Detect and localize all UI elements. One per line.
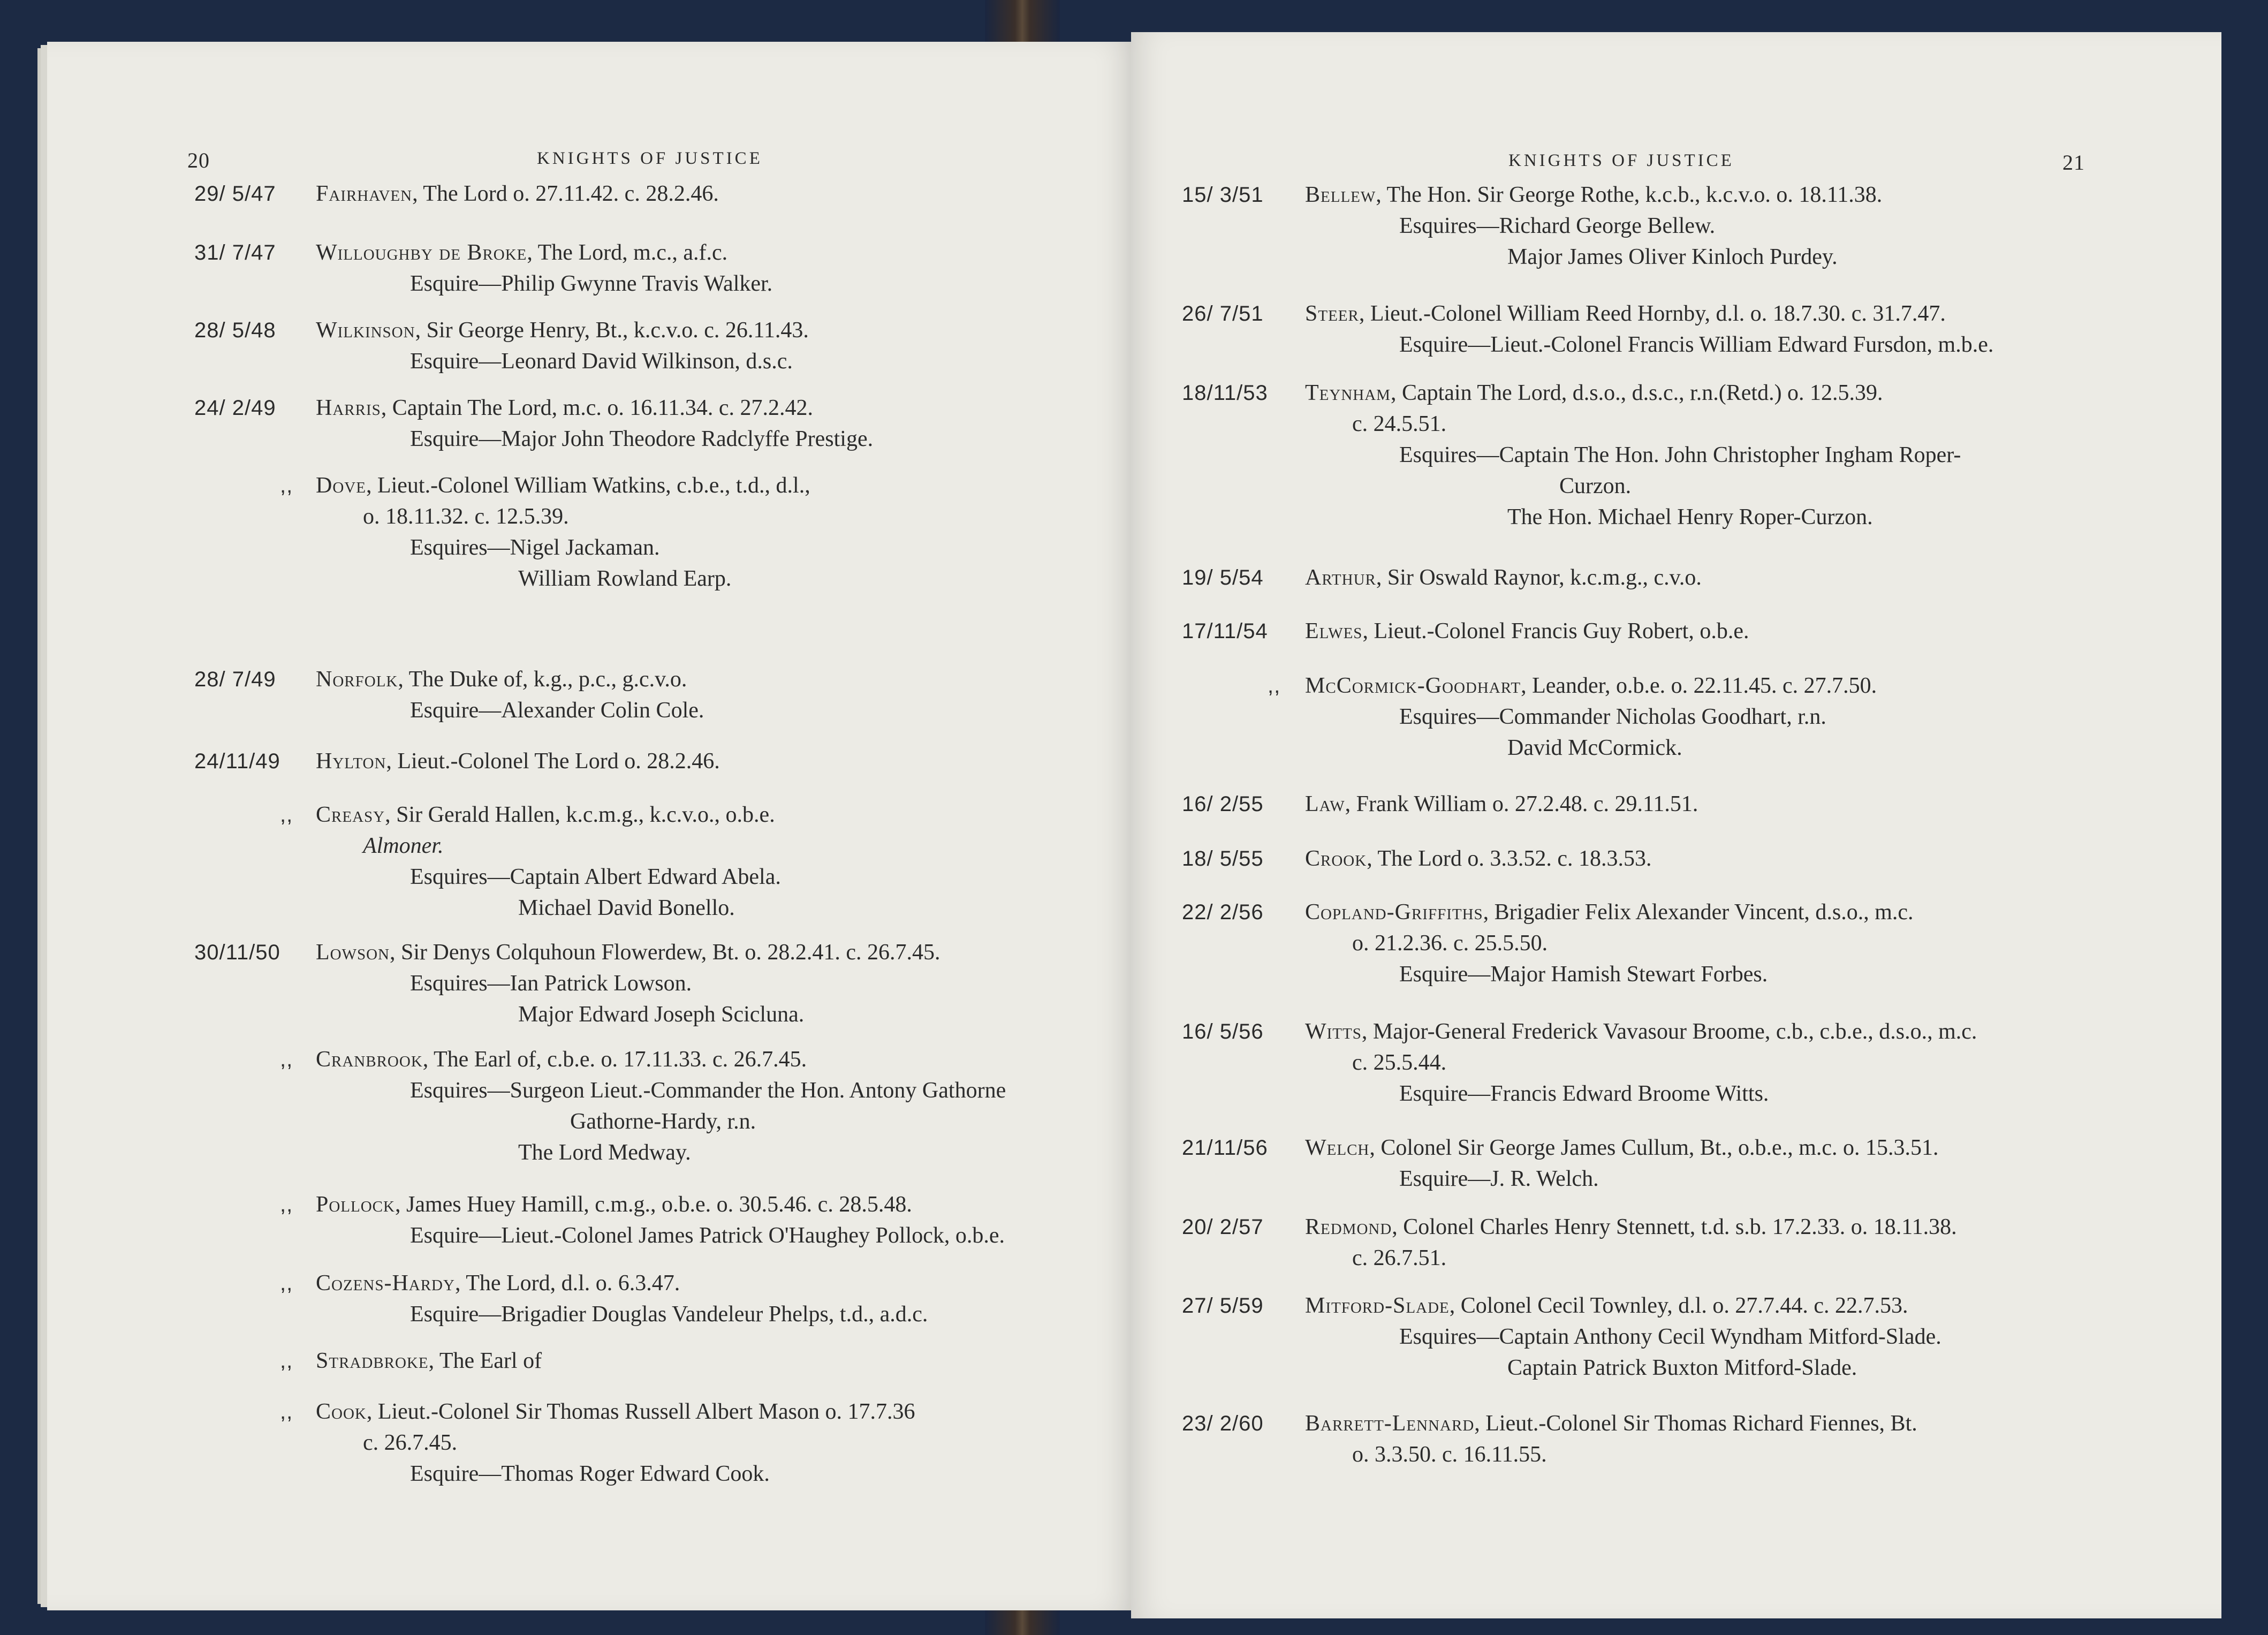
- entry-date: 27/ 5/59: [1182, 1294, 1264, 1318]
- entry-name: Cook: [316, 1399, 367, 1424]
- entry-date: 18/ 5/55: [1182, 847, 1264, 871]
- entry-name: Dove: [316, 473, 366, 498]
- page-number-left: 20: [187, 148, 210, 172]
- entry-name: Welch: [1305, 1136, 1370, 1160]
- entry-date: 20/ 2/57: [1182, 1215, 1264, 1239]
- running-header-left: KNIGHTS OF JUSTICE: [537, 149, 763, 168]
- left-page: 20 KNIGHTS OF JUSTICE 29/ 5/47 Fairhaven, The Lord o. 27.11.42. c. 28.2.46. 31/ 7/47 Willoughby de Broke, The Lord, m.c., a.f.c. Esquire—Philip Gwynne Travis Walker. 28/ 5/48 Wilkinson, Sir George Henry, Bt., k.c.v.o. c. 26.11.43. Esquire—Leonard David Wilkinson, d.s.c. 24/ 2/49 Harris, Captain The Lord, m.c. o. 16.11.34. c. 27.2.42. Esquire—Major John Theodore Radclyffe Prestige. ,, Dove, Lieut.-Colonel William Watkins, c.b.e., t.d., d.l., o. 18.11.32. c. 12.5.39. Esquires—Nigel Jackaman. William Rowland Earp. 28/ 7/49 Norfolk, The Duke of, k.g., p.c., g.c.v.o. Esquire—Alexander Colin Cole. 24/11/49 Hylton, Lieut.-Colonel The Lord o. 28.2.46. ,, Creasy, Sir Gerald Hallen, k.c.m.g., k.c.v.o., o.b.e. Almoner. Esquires—Captain Albert Edward Abela. Michael David Bonello. 30/11/50 Lowson, Sir Denys Colquhoun Flowerdew, Bt. o. 28.2.41. c. 26.7.45. Esquires—Ian Patrick Lowson. Major Edward Joseph Scicluna. ,, Cranbrook, The Earl of, c.b.e. o. 17.11.33. c. 26.7.45. Esquires—Surgeon Lieut.-Commander the Hon. Antony Gathorne Gathorne-Hardy, r.n. The Lord Medway. ,, Pollock, James Huey Hamill, c.m.g., o.b.e. o. 30.5.46. c. 28.5.48. Esquire—Lieut.-Colonel James Patrick O'Haughey Pollock, o.b.e. ,, Cozens-Hardy, The Lord, d.l. o. 6.3.47. Esquire—Brigadier Douglas Vandeleur Phelps, t.d., a.d.c. ,, Stradbroke, The Earl of ,, Cook, Lieut.-Colonel Sir Thomas Russell Albert Mason o. 17.7.36 c. 26.7.45. Esquire—Thomas Roger Edward Cook.: [47, 42, 1134, 1610]
- entry-name: Teynham: [1305, 381, 1391, 405]
- entry-name: Redmond: [1305, 1215, 1392, 1239]
- entry-name: Copland-Griffiths: [1305, 900, 1483, 925]
- entry-date: 26/ 7/51: [1182, 302, 1264, 326]
- entry-name: Cozens-Hardy: [316, 1271, 455, 1296]
- entry-name: Elwes: [1305, 619, 1363, 644]
- entry-date: 28/ 5/48: [194, 319, 276, 342]
- entry-date: ,,: [1268, 674, 1281, 698]
- entry-date: 22/ 2/56: [1182, 900, 1264, 924]
- entry-name: Barrett-Lennard: [1305, 1411, 1475, 1436]
- entry-date: 30/11/50: [194, 941, 280, 964]
- entry-date: 29/ 5/47: [194, 182, 276, 206]
- entry-name: Crook: [1305, 846, 1367, 871]
- entry-date: 28/ 7/49: [194, 668, 276, 691]
- right-page: KNIGHTS OF JUSTICE 21 15/ 3/51 Bellew, The Hon. Sir George Rothe, k.c.b., k.c.v.o. o. 18.11.38. Esquires—Richard George Bellew. Major James Oliver Kinloch Purdey. 26/ 7/51 Steer, Lieut.-Colonel William Reed Hornby, d.l. o. 18.7.30. c. 31.7.47. Esquire—Lieut.-Colonel Francis William Edward Fursdon, m.b.e. 18/11/53 Teynham, Captain The Lord, d.s.o., d.s.c., r.n.(Retd.) o. 12.5.39. c. 24.5.51. Esquires—Captain The Hon. John Christopher Ingham Roper- Curzon. The Hon. Michael Henry Roper-Curzon. 19/ 5/54 Arthur, Sir Oswald Raynor, k.c.m.g., c.v.o. 17/11/54 Elwes, Lieut.-Colonel Francis Guy Robert, o.b.e. ,, McCormick-Goodhart, Leander, o.b.e. o. 22.11.45. c. 27.7.50. Esquires—Commander Nicholas Goodhart, r.n. David McCormick. 16/ 2/55 Law, Frank William o. 27.2.48. c. 29.11.51. 18/ 5/55 Crook, The Lord o. 3.3.52. c. 18.3.53. 22/ 2/56 Copland-Griffiths, Brigadier Felix Alexander Vincent, d.s.o., m.c. o. 21.2.36. c. 25.5.50. Esquire—Major Hamish Stewart Forbes. 16/ 5/56 Witts, Major-General Frederick Vavasour Broome, c.b., c.b.e., d.s.o., m.c. c. 25.5.44. Esquire—Francis Edward Broome Witts. 21/11/56 Welch, Colonel Sir George James Cullum, Bt., o.b.e., m.c. o. 15.3.51. Esquire—J. R. Welch. 20/ 2/57 Redmond, Colonel Charles Henry Stennett, t.d. s.b. 17.2.33. o. 18.11.38. c. 26.7.51. 27/ 5/59 Mitford-Slade, Colonel Cecil Townley, d.l. o. 27.7.44. c. 22.7.53. Esquires—Captain Anthony Cecil Wyndham Mitford-Slade. Captain Patrick Buxton Mitford-Slade. 23/ 2/60 Barrett-Lennard, Lieut.-Colonel Sir Thomas Richard Fiennes, Bt. o. 3.3.50. c. 16.11.55.: [1131, 32, 2221, 1618]
- entry-name: Arthur: [1305, 565, 1376, 590]
- entry-date: ,,: [280, 1400, 293, 1424]
- entry-date: 16/ 2/55: [1182, 792, 1264, 816]
- entry-name: Norfolk: [316, 667, 398, 692]
- entry-name: Mitford-Slade: [1305, 1293, 1450, 1318]
- entry-name: Willoughby de Broke: [316, 240, 527, 265]
- running-header-right: KNIGHTS OF JUSTICE: [1508, 151, 1734, 170]
- entry-name: Stradbroke: [316, 1349, 429, 1373]
- entry-date: 31/ 7/47: [194, 241, 276, 264]
- entry-date: 19/ 5/54: [1182, 566, 1264, 589]
- entry-name: Lowson: [316, 940, 390, 965]
- entry-date: ,,: [280, 1193, 293, 1216]
- entry-name: Wilkinson: [316, 318, 415, 343]
- entry-name: Steer: [1305, 301, 1359, 326]
- entry-date: 18/11/53: [1182, 381, 1268, 405]
- entry-date: 17/11/54: [1182, 619, 1268, 643]
- entry-name: Pollock: [316, 1192, 395, 1217]
- entry-name: Bellew: [1305, 183, 1376, 207]
- entry-name: Creasy: [316, 803, 385, 827]
- entry-name: Fairhaven: [316, 181, 413, 206]
- entry-name: Cranbrook: [316, 1047, 423, 1072]
- entry-date: 15/ 3/51: [1182, 183, 1264, 207]
- entry-name: Law: [1305, 792, 1345, 816]
- entry-date: ,,: [280, 474, 293, 497]
- entry-date: ,,: [280, 1048, 293, 1071]
- entry-date: ,,: [280, 1349, 293, 1373]
- entry-name: Hylton: [316, 749, 386, 774]
- page-number-right: 21: [2062, 150, 2085, 175]
- entry-date: ,,: [280, 803, 293, 827]
- entry-date: 24/ 2/49: [194, 396, 276, 420]
- entry-date: ,,: [280, 1271, 293, 1295]
- entry-name: Harris: [316, 396, 381, 420]
- entry-name: McCormick-Goodhart: [1305, 673, 1521, 698]
- entry-name: Witts: [1305, 1019, 1362, 1044]
- entry-date: 24/11/49: [194, 750, 280, 773]
- entry-date: 16/ 5/56: [1182, 1020, 1264, 1043]
- entry-date: 21/11/56: [1182, 1136, 1268, 1160]
- entry-date: 23/ 2/60: [1182, 1412, 1264, 1435]
